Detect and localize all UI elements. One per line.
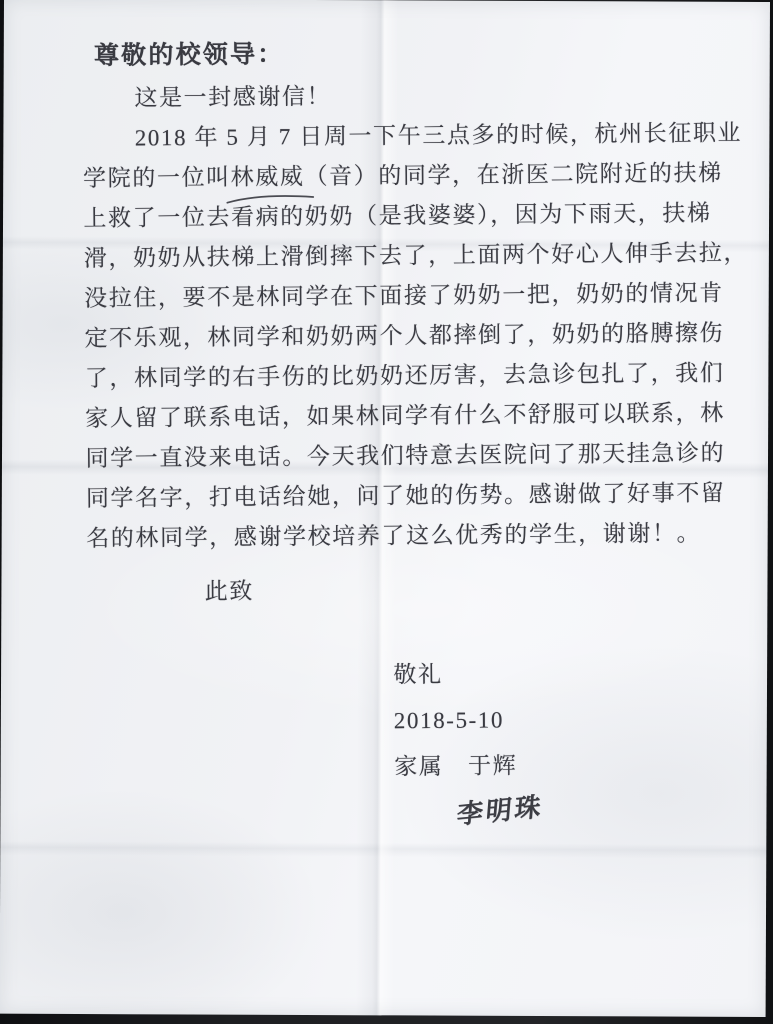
letter-signer: 家属 于辉 [394, 753, 518, 780]
hand-drawn-underline [225, 192, 317, 205]
letter-body-line: 定不乐观，林同学和奶奶两个人都摔倒了，奶奶的胳膊擦伤 [84, 320, 725, 351]
letter-body-line: 了，林同学的右手伤的比奶奶还厉害，去急诊包扎了，我们 [84, 360, 725, 391]
letter-date: 2018-5-10 [393, 707, 505, 734]
letter-body-name-line [82, 154, 723, 199]
closing-phrase: 此致 [204, 578, 255, 604]
student-name: 林威威 [230, 164, 305, 190]
letter-body-line: 没拉住，要不是林同学在下面接了奶奶一把，奶奶的情况肯 [84, 280, 724, 311]
thank-you-letter [82, 30, 749, 838]
letter-body-line: 滑，奶奶从扶梯上滑倒摔下去了，上面两个好心人伸手去拉， [83, 240, 749, 271]
name-line-suffix: （音）的同学，在浙医二院附近的扶梯 [304, 160, 723, 190]
closing-salute: 敬礼 [393, 661, 443, 688]
closing-block [87, 650, 708, 793]
letter-body-line: 同学名字，打电话给她，问了她的伤势。感谢做了好事不留 [85, 480, 726, 511]
letter-body-line: 名的林同学，感谢学校培养了这么优秀的学生，谢谢！。 [86, 520, 702, 551]
letter-salutation: 尊敬的校领导： [93, 41, 285, 70]
handwritten-signature: 李明珠 [455, 792, 545, 830]
letter-intro: 这是一封感谢信！ [134, 83, 332, 111]
letter-body-line: 2018 年 5 月 7 日周一下午三点多的时候，杭州长征职业 [134, 120, 743, 151]
letter-body-line: 家人留了联系电话，如果林同学有什么不舒服可以联系，林 [85, 400, 725, 431]
name-line-prefix: 学院的一位叫 [82, 164, 231, 191]
student-name-underlined [231, 157, 305, 198]
letter-body-line: 上救了一位去看病的奶奶（是我婆婆），因为下雨天，扶梯 [83, 200, 712, 231]
signature-line [88, 788, 708, 838]
letter-body-line: 同学一直没来电话。今天我们特意去医院问了那天挂急诊的 [85, 440, 726, 471]
